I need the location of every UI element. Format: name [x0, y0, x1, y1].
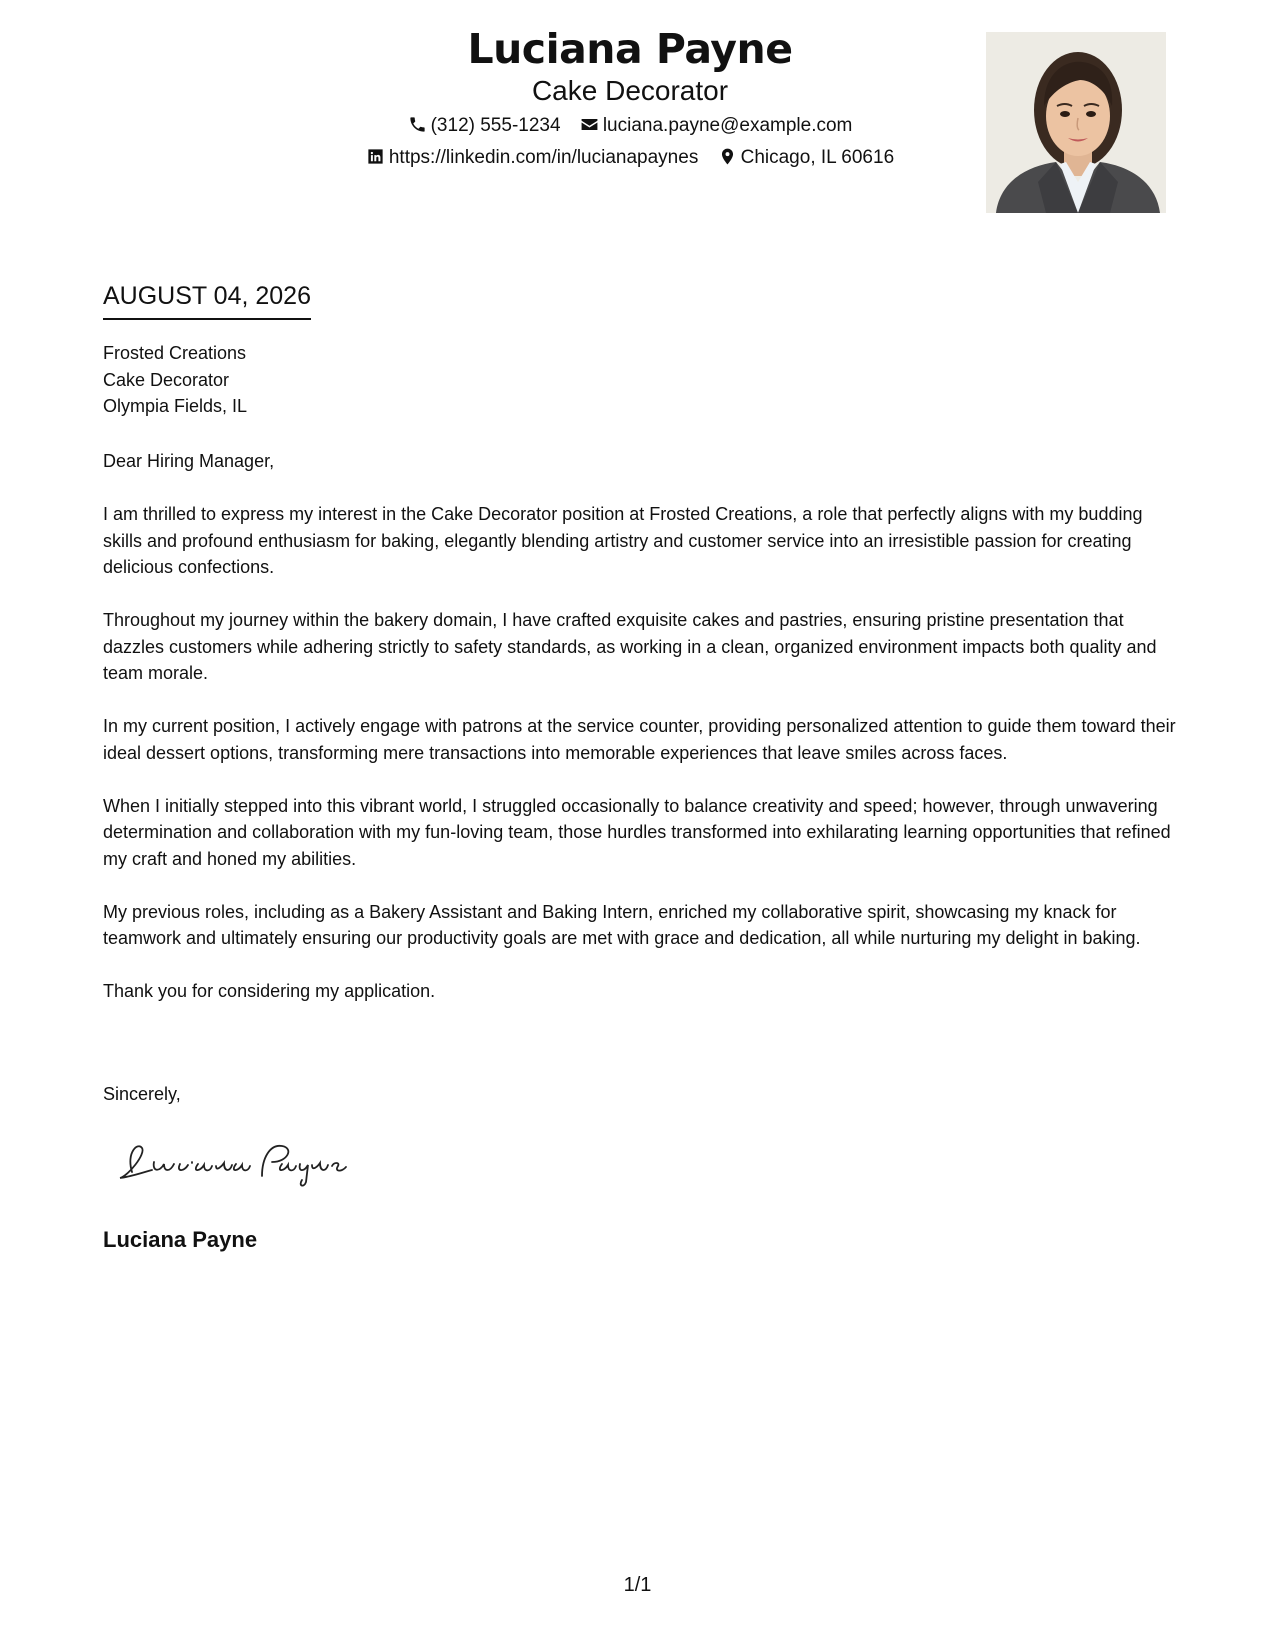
salutation: Dear Hiring Manager, — [103, 451, 275, 471]
paragraph: Throughout my journey within the bakery domain, I have crafted exquisite cakes and pastries, ensuring pristine presentation that dazzles customers while adhering strictly to safety standards, as working in a clean, organized environment impacts both quality and team morale. — [103, 610, 1157, 683]
phone-icon — [408, 115, 427, 134]
handwritten-signature — [112, 1132, 352, 1192]
paragraph: I am thrilled to express my interest in the Cake Decorator position at Frosted Creations, a role that perfectly aligns with my budding skills and profound enthusiasm for baking, elegantly blending artistry and customer service into an irresistible passion for creating delicious confections. — [103, 504, 1143, 577]
recipient-block — [103, 340, 247, 420]
recipient-company: Frosted Creations — [103, 343, 247, 363]
recipient-position: Cake Decorator — [103, 369, 230, 390]
page-number: 1/1 — [623, 1574, 652, 1596]
closing: Sincerely, — [103, 1084, 181, 1104]
location-text: Chicago, IL 60616 — [740, 147, 895, 168]
thank-you-line: Thank you for considering my application. — [103, 981, 436, 1001]
phone-number: (312) 555-1234 — [430, 115, 561, 136]
applicant-name: Luciana Payne — [467, 25, 793, 73]
linkedin-icon — [366, 147, 385, 166]
envelope-icon — [580, 115, 599, 134]
applicant-title: Cake Decorator — [531, 75, 729, 106]
linkedin-url: https://linkedin.com/in/lucianapaynes — [388, 147, 699, 168]
letter-body — [103, 448, 1181, 1031]
email-address: luciana.payne@example.com — [602, 115, 853, 136]
contact-phone — [408, 110, 561, 142]
contact-location — [718, 142, 895, 174]
portrait-image — [986, 32, 1166, 213]
contact-email — [580, 110, 853, 142]
paragraph: In my current position, I actively engage with patrons at the service counter, providing personalized attention to guide them toward their ideal dessert options, transforming mere transactions into memorable experiences that leave smiles across faces. — [103, 716, 1176, 763]
paragraph: When I initially stepped into this vibrant world, I struggled occasionally to balance creativity and speed; however, through unwavering determination and collaboration with my fun-loving team, those hurdles transformed into exhilarating learning opportunities that refined my craft and honed my abilities. — [103, 795, 1171, 869]
recipient-location: Olympia Fields, IL — [103, 396, 248, 416]
map-pin-icon — [718, 147, 737, 166]
paragraph: My previous roles, including as a Bakery Assistant and Baking Intern, enriched my collaborative spirit, showcasing my knack for teamwork and ultimately ensuring our productivity goals are met with grace and dedication, all while nurturing my delight in baking. — [103, 901, 1141, 948]
profile-photo — [986, 32, 1166, 213]
signed-name: Luciana Payne — [103, 1227, 258, 1252]
letter-date: AUGUST 04, 2026 — [103, 280, 311, 320]
contact-linkedin — [366, 142, 698, 174]
